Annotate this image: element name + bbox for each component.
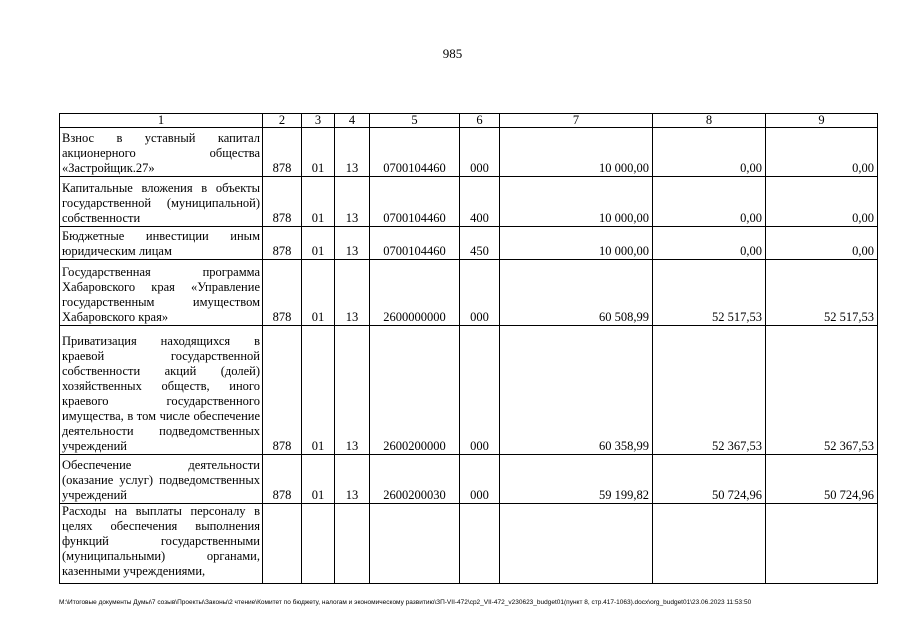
column-header: 1 <box>60 114 263 128</box>
cell-subsection: 13 <box>335 227 370 260</box>
cell-amount: 10 000,00 <box>500 128 653 177</box>
column-header: 4 <box>335 114 370 128</box>
cell-type: 450 <box>460 227 500 260</box>
cell-amount: 50 724,96 <box>653 455 766 504</box>
row-name: Капитальные вложения в объекты государственной (муниципальной) собственности <box>60 177 263 227</box>
cell-amount: 0,00 <box>766 128 878 177</box>
table-row <box>60 128 878 177</box>
cell-section: 01 <box>302 455 335 504</box>
cell-target: 2600000000 <box>370 260 460 326</box>
cell-code: 878 <box>263 128 302 177</box>
table-row <box>60 227 878 260</box>
cell-code: 878 <box>263 326 302 455</box>
row-name: Государственная программа Хабаровского края «Управление государственным имуществом Хабаровского края» <box>60 260 263 326</box>
cell-type: 000 <box>460 455 500 504</box>
cell-section <box>302 504 335 584</box>
cell-subsection: 13 <box>335 455 370 504</box>
cell-type: 000 <box>460 326 500 455</box>
cell-amount: 0,00 <box>766 177 878 227</box>
row-name: Взнос в уставный капитал акционерного общества «Застройщик.27» <box>60 128 263 177</box>
cell-section: 01 <box>302 128 335 177</box>
cell-type: 000 <box>460 260 500 326</box>
row-name: Расходы на выплаты персоналу в целях обеспечения выполнения функций государственными (муниципальными) органами, казенными учреждениями, <box>60 504 263 584</box>
table-row <box>60 177 878 227</box>
cell-target: 2600200030 <box>370 455 460 504</box>
cell-amount: 0,00 <box>653 128 766 177</box>
cell-section: 01 <box>302 177 335 227</box>
cell-subsection: 13 <box>335 326 370 455</box>
cell-target: 2600200000 <box>370 326 460 455</box>
row-name: Бюджетные инвестиции иным юридическим лицам <box>60 227 263 260</box>
column-header: 3 <box>302 114 335 128</box>
cell-subsection: 13 <box>335 177 370 227</box>
cell-amount: 10 000,00 <box>500 227 653 260</box>
column-header: 7 <box>500 114 653 128</box>
cell-amount: 52 517,53 <box>766 260 878 326</box>
cell-section: 01 <box>302 227 335 260</box>
budget-table <box>59 113 878 584</box>
row-name: Приватизация находящихся в краевой государственной собственности акций (долей) хозяйственных обществ, иного краевого государственного имущества, в том числе обеспечение деятельности подведомственных учреждений <box>60 326 263 455</box>
cell-target: 0700104460 <box>370 227 460 260</box>
header-row <box>60 114 878 128</box>
cell-amount <box>653 504 766 584</box>
column-header: 2 <box>263 114 302 128</box>
cell-amount: 0,00 <box>653 177 766 227</box>
cell-amount: 10 000,00 <box>500 177 653 227</box>
cell-amount: 0,00 <box>766 227 878 260</box>
cell-section: 01 <box>302 260 335 326</box>
cell-amount: 59 199,82 <box>500 455 653 504</box>
table-row <box>60 260 878 326</box>
table-row <box>60 326 878 455</box>
page-number: 985 <box>442 46 463 61</box>
cell-amount: 0,00 <box>653 227 766 260</box>
cell-amount: 60 508,99 <box>500 260 653 326</box>
file-path-footer: M:\Итоговые документы Думы\7 созыв\Проекты\Законы\2 чтение\Комитет по бюджету, налогам и экономическому развитию\ЗП-VII-472\ср2_VII-472_v230623_budget01(пункт 8, стр.417-1063).docx\org_budget01\23.06.2023 11:53:50 <box>59 599 752 606</box>
table-row <box>60 504 878 584</box>
column-header: 9 <box>766 114 878 128</box>
cell-code <box>263 504 302 584</box>
cell-type <box>460 504 500 584</box>
cell-amount: 60 358,99 <box>500 326 653 455</box>
cell-amount: 52 367,53 <box>653 326 766 455</box>
column-header: 6 <box>460 114 500 128</box>
cell-target: 0700104460 <box>370 128 460 177</box>
cell-code: 878 <box>263 227 302 260</box>
cell-code: 878 <box>263 455 302 504</box>
cell-amount: 52 367,53 <box>766 326 878 455</box>
cell-subsection: 13 <box>335 260 370 326</box>
cell-amount <box>766 504 878 584</box>
column-header: 8 <box>653 114 766 128</box>
cell-amount <box>500 504 653 584</box>
cell-amount: 52 517,53 <box>653 260 766 326</box>
cell-target: 0700104460 <box>370 177 460 227</box>
cell-subsection: 13 <box>335 128 370 177</box>
cell-target <box>370 504 460 584</box>
cell-code: 878 <box>263 177 302 227</box>
cell-type: 000 <box>460 128 500 177</box>
cell-code: 878 <box>263 260 302 326</box>
row-name: Обеспечение деятельности (оказание услуг) подведомственных учреждений <box>60 455 263 504</box>
cell-section: 01 <box>302 326 335 455</box>
cell-type: 400 <box>460 177 500 227</box>
cell-amount: 50 724,96 <box>766 455 878 504</box>
column-header: 5 <box>370 114 460 128</box>
table-row <box>60 455 878 504</box>
cell-subsection <box>335 504 370 584</box>
